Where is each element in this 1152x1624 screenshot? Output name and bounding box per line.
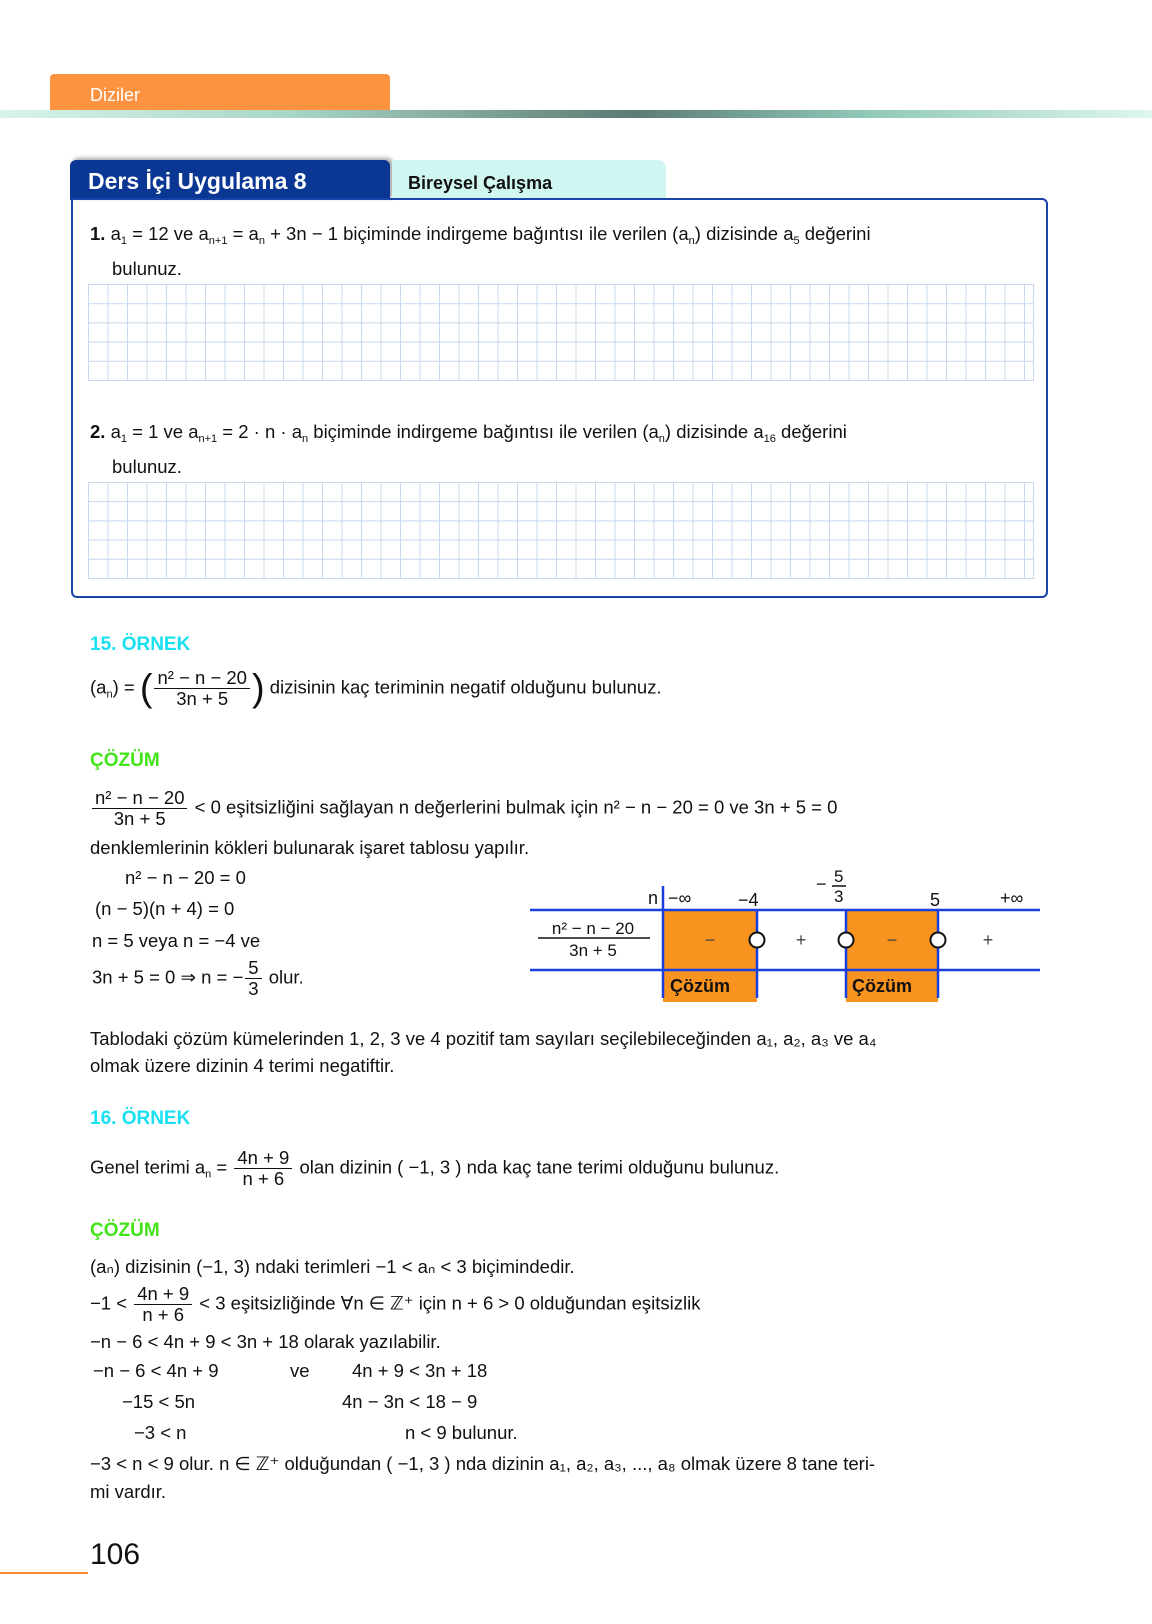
math-term: a <box>110 421 121 442</box>
left-step: −3 < n <box>134 1422 187 1443</box>
text: (a <box>90 676 107 698</box>
denominator: n + 6 <box>242 1168 285 1189</box>
point-label-minus: − <box>816 874 827 894</box>
question-number: 1. <box>90 223 106 244</box>
fraction <box>245 958 261 999</box>
subscript: n <box>658 433 665 445</box>
answer-grid-2[interactable] <box>88 482 1034 579</box>
solution-16-line2 <box>90 1284 701 1325</box>
subscript: 1 <box>120 235 127 247</box>
fraction <box>134 1284 192 1325</box>
text: −1 < <box>90 1292 133 1314</box>
text: < 0 eşitsizliğini sağlayan n değerlerini bulmak için n² − n − 20 = 0 ve 3n + 5 = 0 <box>189 796 838 818</box>
text: değerini <box>799 223 871 244</box>
text: ) = <box>112 676 140 698</box>
text: = <box>211 1156 233 1178</box>
open-circle <box>931 933 946 948</box>
question-1 <box>90 220 1040 282</box>
point-label: 5 <box>930 890 941 910</box>
practice-subtitle: Bireysel Çalışma <box>408 173 553 193</box>
text: = 1 ve <box>127 421 189 442</box>
left-step: −15 < 5n <box>122 1391 196 1412</box>
numerator: n² − n − 20 <box>154 668 249 689</box>
conclusion-15-line2: olmak üzere dizinin 4 terimi negatiftir. <box>90 1055 395 1076</box>
var-label: n <box>647 888 658 908</box>
sign: + <box>795 930 807 950</box>
subscript: 5 <box>793 235 800 247</box>
solution-15-line2: denklemlerinin kökleri bulunarak işaret tablosu yapılır. <box>90 837 530 858</box>
right-step: 4n + 9 < 3n + 18 <box>352 1360 488 1381</box>
point-label: −4 <box>738 890 759 910</box>
example-15-heading: 15. ÖRNEK <box>90 634 191 655</box>
text: Genel terimi a <box>90 1156 206 1178</box>
subscript: n <box>258 235 265 247</box>
question-line2: bulunuz. <box>112 456 182 477</box>
subscript: n <box>302 433 309 445</box>
example-16-question <box>90 1148 779 1189</box>
numerator: 4n + 9 <box>134 1284 192 1305</box>
text: ) dizisinde a <box>694 223 794 244</box>
text: 3n + 5 = 0 ⇒ n = − <box>92 966 244 988</box>
solution-16-line3: −n − 6 < 4n + 9 < 3n + 18 olarak yazılabilir. <box>90 1331 441 1352</box>
subscript: n+1 <box>198 433 218 445</box>
sign: − <box>704 930 716 950</box>
final-line2: mi vardır. <box>90 1481 167 1502</box>
solution-label: Çözüm <box>670 976 730 996</box>
text: biçiminde indirgeme bağıntısı ile verilen (a <box>308 421 659 442</box>
header-divider <box>0 110 1152 118</box>
text: = a <box>227 223 259 244</box>
fraction <box>154 668 249 709</box>
point-label-den: 3 <box>834 887 844 906</box>
row-frac-den: 3n + 5 <box>569 941 617 960</box>
chapter-title: Diziler <box>90 85 141 105</box>
example-15-question <box>90 668 662 709</box>
subscript: n+1 <box>208 235 228 247</box>
question-line2: bulunuz. <box>112 258 182 279</box>
numerator: n² − n − 20 <box>92 788 187 809</box>
question-2 <box>90 418 1040 480</box>
sign: + <box>982 930 994 950</box>
point-label-num: 5 <box>834 867 844 886</box>
fraction <box>234 1148 292 1189</box>
text: olan dizinin ( −1, 3 ) nda kaç tane terimi olduğunu bulunuz. <box>294 1156 780 1178</box>
subscript: 1 <box>120 433 127 445</box>
math-term: a <box>188 421 199 442</box>
page-number: 106 <box>90 1538 141 1571</box>
open-circle <box>750 933 765 948</box>
denominator: 3 <box>248 978 259 999</box>
solution-16-line1: (aₙ) dizisinin (−1, 3) ndaki terimleri −1 < aₙ < 3 biçimindedir. <box>90 1256 575 1277</box>
fraction <box>92 788 187 829</box>
answer-grid-1[interactable] <box>88 284 1034 381</box>
step: n² − n − 20 = 0 <box>125 867 246 888</box>
math-term: a <box>198 223 209 244</box>
text: = 2 · n · a <box>217 421 303 442</box>
solution-label: Çözüm <box>852 976 912 996</box>
text: değerini <box>775 421 847 442</box>
paren-close: ) <box>251 667 265 710</box>
page-number-rule <box>0 1572 88 1574</box>
conclusion-15-line1: Tablodaki çözüm kümelerinden 1, 2, 3 ve 4 pozitif tam sayıları seçilebileceğinden a₁, a₂, a₃ ve a₄ <box>90 1028 877 1049</box>
math-term: a <box>110 223 121 244</box>
solution-15-heading: ÇÖZÜM <box>90 750 160 771</box>
point-label: −∞ <box>668 888 692 908</box>
denominator: 3n + 5 <box>176 688 229 709</box>
practice-title-tab <box>70 160 390 200</box>
denominator: n + 6 <box>142 1304 184 1325</box>
left-step: −n − 6 < 4n + 9 <box>93 1360 219 1381</box>
solution-16-heading: ÇÖZÜM <box>90 1220 160 1241</box>
chapter-tab <box>50 74 390 110</box>
subscript: n <box>205 1168 212 1181</box>
subscript: n <box>106 688 113 701</box>
denominator: 3n + 5 <box>113 808 166 829</box>
subscript: n <box>688 235 695 247</box>
open-circle <box>839 933 854 948</box>
sign: − <box>886 930 898 950</box>
numerator: 5 <box>245 958 261 979</box>
paren-open: ( <box>139 667 153 710</box>
text: ) dizisinde a <box>664 421 764 442</box>
practice-subtitle-tab <box>392 160 666 200</box>
row-frac-num: n² − n − 20 <box>551 919 635 938</box>
step: n = 5 veya n = −4 ve <box>92 930 261 951</box>
text: dizisinin kaç teriminin negatif olduğunu bulunuz. <box>264 676 662 698</box>
text: olur. <box>263 966 304 988</box>
final-line1: −3 < n < 9 olur. n ∈ ℤ⁺ olduğundan ( −1, 3 ) nda dizinin a₁, a₂, a₃, ..., a₈ olmak üzere 8 tane teri- <box>90 1453 876 1474</box>
example-16-heading: 16. ÖRNEK <box>90 1108 191 1129</box>
numerator: 4n + 9 <box>234 1148 292 1169</box>
question-number: 2. <box>90 421 106 442</box>
point-label: +∞ <box>1000 888 1024 908</box>
subscript: 16 <box>763 433 776 445</box>
connector: ve <box>290 1360 310 1381</box>
step <box>92 958 304 999</box>
right-step: n < 9 bulunur. <box>405 1422 518 1443</box>
practice-title: Ders İçi Uygulama 8 <box>88 168 307 194</box>
text: + 3n − 1 biçiminde indirgeme bağıntısı ile verilen (a <box>264 223 689 244</box>
text: < 3 eşitsizliğinde ∀n ∈ ℤ⁺ için n + 6 > 0 olduğundan eşitsizlik <box>194 1292 701 1314</box>
sign-table <box>530 862 1040 1002</box>
right-step: 4n − 3n < 18 − 9 <box>342 1391 478 1412</box>
solution-15-line1 <box>90 788 837 829</box>
text: = 12 ve <box>127 223 199 244</box>
step: (n − 5)(n + 4) = 0 <box>95 898 235 919</box>
